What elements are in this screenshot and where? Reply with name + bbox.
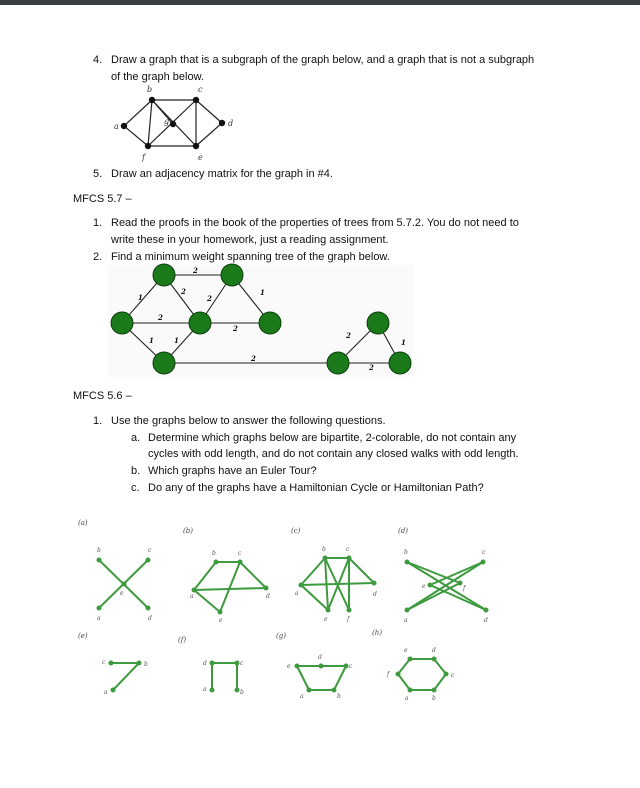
mst-weight: 2 <box>346 331 351 340</box>
graph-h-label-e: e <box>404 647 408 654</box>
graph-h-label-f: f <box>387 671 390 678</box>
graph-a <box>97 547 153 622</box>
s57-item1-number: 1. <box>93 217 103 229</box>
mst-weight: 2 <box>158 313 163 322</box>
graph-h <box>386 647 455 702</box>
s56-b-text: Which graphs have an Euler Tour? <box>148 465 317 477</box>
graph-c-label-a: a <box>295 590 299 597</box>
section-5-7-heading: MFCS 5.7 – <box>73 193 132 205</box>
graph-a-label-b: b <box>97 547 101 554</box>
q4-number: 4. <box>93 54 103 66</box>
graph-c <box>295 546 377 623</box>
graph-g-label-c: c <box>349 663 353 670</box>
s56-item1-number: 1. <box>93 415 103 427</box>
mst-weight: 1 <box>138 293 143 302</box>
graph-c-label-b: b <box>322 546 326 553</box>
graph-b-label-a: a <box>190 593 194 600</box>
graph-c-label-d: d <box>373 591 377 598</box>
caption-e: (e) <box>78 632 88 640</box>
mst-weight: 2 <box>193 266 198 275</box>
caption-c: (c) <box>291 527 301 535</box>
graph-g-label-b: b <box>337 693 341 700</box>
graph-d-label-d: d <box>484 617 488 624</box>
q4-label-g: g <box>164 117 170 126</box>
graph-f-label-c: c <box>240 660 244 667</box>
section-5-6-heading: MFCS 5.6 – <box>73 390 132 402</box>
graph-b-label-c: c <box>238 550 242 557</box>
graph-e-label-b: b <box>144 661 148 668</box>
mst-weight: 1 <box>149 336 154 345</box>
q4-label-e: e <box>198 153 203 162</box>
s56-item1-text: Use the graphs below to answer the following questions. <box>111 415 386 427</box>
q4-label-f: f <box>142 153 145 162</box>
graph-b <box>190 550 270 624</box>
graph-g-label-d: d <box>318 654 322 661</box>
graph-d-label-c: c <box>482 549 486 556</box>
graph-a-label-d: d <box>148 615 152 622</box>
q5-text: Draw an adjacency matrix for the graph in #4. <box>111 168 333 180</box>
graph-h-label-b: b <box>432 695 436 702</box>
mst-weight: 2 <box>251 354 256 363</box>
graph-c-label-e: e <box>324 616 328 623</box>
graph-e-label-a: a <box>104 689 108 696</box>
graph-f-label-d: d <box>203 660 207 667</box>
caption-f: (f) <box>178 636 187 644</box>
q4-label-d: d <box>228 119 234 128</box>
graph-g <box>287 654 353 700</box>
graph-d <box>404 549 489 624</box>
graph-h-label-a: a <box>405 695 409 702</box>
q4-label-a: a <box>114 122 119 131</box>
mst-weight: 2 <box>233 324 238 333</box>
s56-a-marker: a. <box>131 432 141 444</box>
graph-b-label-e: e <box>219 617 223 624</box>
s56-b-marker: b. <box>131 465 141 477</box>
graph-d-label-e: e <box>422 583 426 590</box>
graph-g-label-a: a <box>300 693 304 700</box>
q4-text-line1: Draw a graph that is a subgraph of the graph below, and a graph that is not a subgraph <box>111 54 535 66</box>
graph-d-label-f: f <box>463 585 466 592</box>
graph-a-label-e: e <box>120 590 124 597</box>
graph-c-label-c: c <box>346 546 350 553</box>
graph-f <box>203 660 244 696</box>
q4-label-c: c <box>198 85 203 94</box>
s57-item1-line2: write these in your homework, just a reading assignment. <box>111 234 389 246</box>
q5-number: 5. <box>93 168 103 180</box>
caption-d: (d) <box>398 527 408 535</box>
graph-h-label-c: c <box>451 672 455 679</box>
graph-b-label-d: d <box>266 593 270 600</box>
mst-weight: 1 <box>174 336 179 345</box>
graph-b-label-b: b <box>212 550 216 557</box>
graph-d-label-b: b <box>404 549 408 556</box>
s56-c-marker: c. <box>131 482 140 494</box>
s56-c-text: Do any of the graphs have a Hamiltonian Cycle or Hamiltonian Path? <box>148 482 484 494</box>
mst-weight: 1 <box>401 338 406 347</box>
s57-item2-text: Find a minimum weight spanning tree of the graph below. <box>111 251 390 263</box>
mst-weight: 2 <box>181 287 186 296</box>
mst-weight: 2 <box>207 294 212 303</box>
q4-text-line2: of the graph below. <box>111 71 204 83</box>
s56-a-line1: Determine which graphs below are bipartite, 2-colorable, do not contain any <box>148 432 517 444</box>
s57-item1-line1: Read the proofs in the book of the properties of trees from 5.7.2. You do not need to <box>111 217 519 229</box>
graph-h-label-d: d <box>432 647 436 654</box>
graph-c-label-f: f <box>347 616 350 623</box>
caption-a: (a) <box>78 519 88 527</box>
graph-f-label-a: a <box>203 686 207 693</box>
graph-a-label-a: a <box>97 615 101 622</box>
s56-a-line2: cycles with odd length, and do not contain any closed walks with odd length. <box>148 448 519 460</box>
graph-f-label-b: b <box>240 689 244 696</box>
caption-h: (h) <box>372 629 382 637</box>
mst-weight: 2 <box>369 363 374 372</box>
graph-a-label-c: c <box>148 547 152 554</box>
caption-g: (g) <box>276 632 286 640</box>
graph-e-label-c: c <box>102 659 106 666</box>
graph-g-label-e: e <box>287 663 291 670</box>
graph-e <box>102 659 148 696</box>
s57-item2-number: 2. <box>93 251 103 263</box>
q4-label-b: b <box>147 85 153 94</box>
caption-b: (b) <box>183 527 193 535</box>
graph-d-label-a: a <box>404 617 408 624</box>
mst-weight: 1 <box>260 288 265 297</box>
